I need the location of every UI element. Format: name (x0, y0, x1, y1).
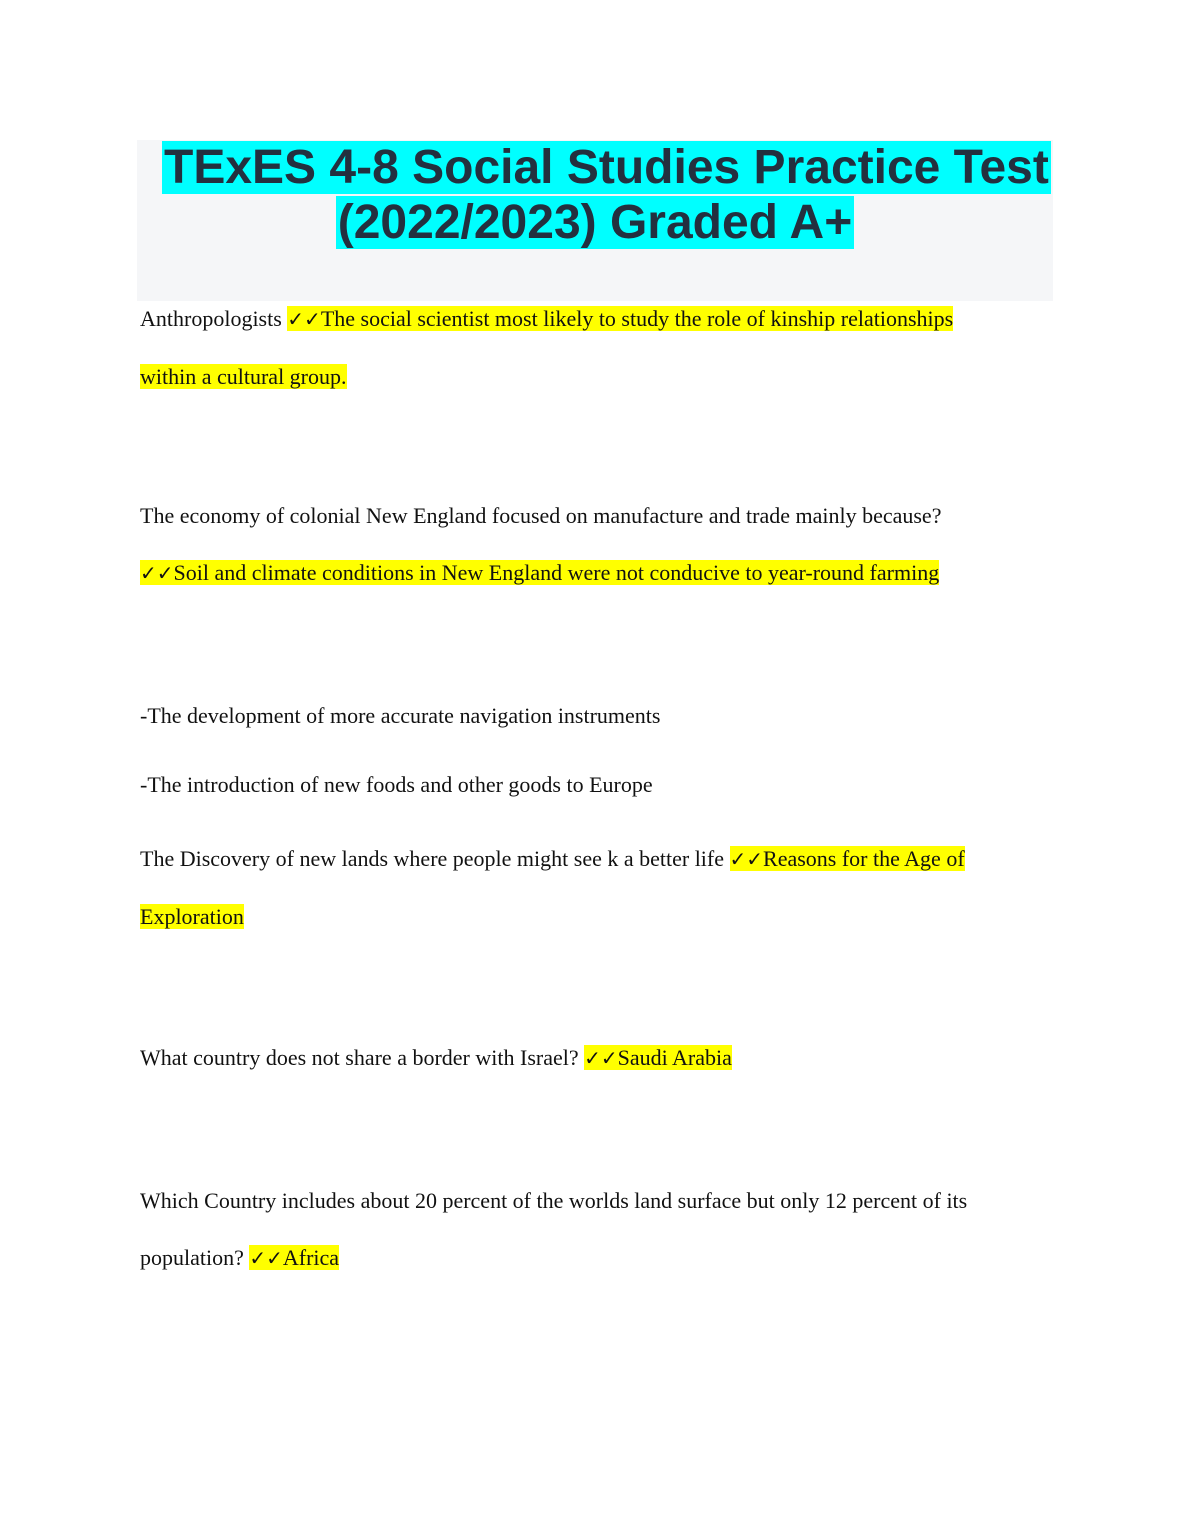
check-icon: ✓✓ (287, 307, 321, 331)
q3-answer-line-1: Reasons for the Age of (763, 846, 965, 871)
q4-answer-highlight (584, 1045, 732, 1070)
q1-line-2 (140, 362, 347, 392)
check-icon: ✓✓ (584, 1046, 618, 1070)
q3-line-3 (140, 844, 965, 874)
q1-question: Anthropologists (140, 306, 288, 331)
q5-line-1 (140, 1186, 967, 1216)
check-icon: ✓✓ (249, 1246, 283, 1270)
q1-answer-highlight (287, 306, 953, 331)
q2-answer: Soil and climate conditions in New England were not conducive to year-round farming (173, 560, 940, 585)
q5-answer: Africa (282, 1245, 340, 1270)
q5-line-2 (140, 1243, 339, 1273)
q2-line-2 (140, 558, 939, 588)
q2-line-1 (140, 501, 941, 531)
title (137, 140, 1053, 250)
title-line-1: TExES 4-8 Social Studies Practice Test (164, 141, 1049, 194)
q4-question: What country does not share a border with Israel? (140, 1045, 585, 1070)
q3-text-1: -The development of more accurate navigation instruments (140, 703, 661, 728)
q3-answer-highlight (730, 846, 965, 871)
q3-text-2: -The introduction of new foods and other goods to Europe (140, 772, 653, 797)
q4-line-1 (140, 1043, 732, 1073)
q1-answer-line-2: within a cultural group. (140, 364, 347, 389)
title-line-2: (2022/2023) Graded A+ (337, 196, 853, 249)
q3-text-3: The Discovery of new lands where people might see k a better life (140, 846, 730, 871)
q3-line-4 (140, 902, 244, 932)
q3-answer-line-2: Exploration (140, 904, 244, 929)
q5-question-line-1: Which Country includes about 20 percent of the worlds land surface but only 12 percent of its (140, 1188, 968, 1213)
title-block (137, 140, 1053, 301)
q1-line-1 (140, 304, 953, 334)
check-icon: ✓✓ (140, 561, 174, 585)
q2-question: The economy of colonial New England focused on manufacture and trade mainly because? (140, 503, 942, 528)
q1-answer-line-1: The social scientist most likely to study the role of kinship relationships (320, 306, 954, 331)
q5-answer-highlight (249, 1245, 339, 1270)
q4-answer: Saudi Arabia (617, 1045, 732, 1070)
q2-answer-highlight (140, 560, 939, 585)
q5-question-line-2: population? (140, 1245, 250, 1270)
check-icon: ✓✓ (729, 847, 764, 871)
q3-line-2 (140, 770, 653, 800)
q3-line-1 (140, 701, 660, 731)
